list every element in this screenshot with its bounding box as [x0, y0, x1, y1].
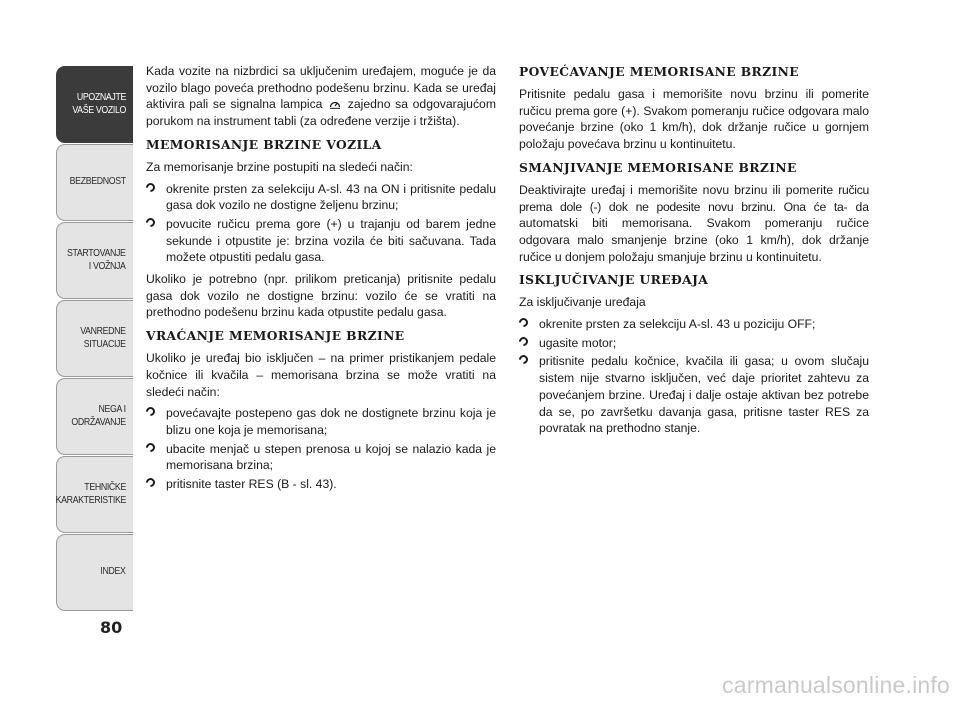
section-heading-iskljucivanje: ISKLJUČIVANJE UREĐAJA [519, 272, 709, 288]
bullet-icon [517, 316, 530, 329]
intro-text-before: Kada vozite na nizbrdici sa uključenim uređajem, moguće je da vozilo blago poveća prethodno podešenu brzinu. Kada se uređaj aktivira pali se signalna lampica [146, 64, 496, 112]
section-lead: Ukoliko je uređaj bio isključen – na primer pristikanjem pedale kočnice ili kvačila – memorisana brzina se može vratiti na sledeći način: [146, 351, 496, 399]
tab-index[interactable] [56, 534, 133, 611]
list-item [146, 476, 496, 493]
section-heading-smanjivanje: SMANJIVANJE MEMORISANE BRZINE [519, 159, 797, 175]
chapter-tabs [56, 66, 133, 612]
list-item [146, 405, 496, 438]
bullet-icon [144, 181, 157, 194]
tab-tehnicke-karakteristike[interactable] [56, 456, 133, 533]
watermark: carmanualsonline.info [722, 672, 950, 698]
bullet-icon [144, 216, 157, 229]
list-item-text: ugasite motor; [539, 335, 617, 350]
bullet-list [146, 405, 496, 493]
list-item [519, 335, 869, 352]
tab-label: STARTOVANJE I VOŽNJA [67, 248, 126, 272]
tab-label: INDEX [100, 566, 126, 578]
tab-upoznajte-vase-vozilo[interactable] [56, 66, 133, 143]
intro-paragraph [146, 63, 496, 130]
section-heading-povecavanje: POVEĆAVANJE MEMORISANE BRZINE [519, 64, 800, 79]
section-text [519, 182, 869, 266]
bullet-icon [144, 405, 157, 418]
list-item-text: okrenite prsten za selekciju A-sl. 43 na ON i pritisnite pedalu gasa dok vozilo ne dostigne željenu brzinu; [166, 181, 496, 213]
list-item-text: povucite ručicu prema gore (+) u trajanju od barem jedne sekunde i otpustite je: brzina vozila će biti sačuvana. Tada možete otpustiti pedalu gasa. [166, 216, 496, 265]
list-item-text: pritisnite taster RES (B - sl. 43). [166, 477, 337, 492]
list-item [146, 181, 496, 214]
bullet-list [519, 316, 869, 437]
tab-label: NEGA I ODRŽAVANJE [71, 404, 126, 428]
list-item [146, 216, 496, 266]
tab-nega-i-odrzavanje[interactable] [56, 378, 133, 455]
list-item-text: okrenite prsten za selekciju A-sl. 43 u poziciju OFF; [539, 317, 816, 332]
bullet-icon [517, 335, 530, 348]
list-item [519, 353, 869, 437]
section-text: Pritisnite pedalu gasa i memorišite novu brzinu ili pomerite ručicu prema gore (+). Svakom pomeranju ručice odgovara malo povećanje brzine (oko 1 km/h), dok držanje ručice u gornjem položaju povećava brzinu u kontinuitetu. [519, 87, 869, 152]
section-lead: Za isključivanje uređaja [519, 295, 646, 310]
tab-label: VANREDNE SITUACIJE [80, 326, 126, 350]
tab-vanredne-situacije[interactable] [56, 300, 133, 377]
list-item-text: povećavajte postepeno gas dok ne dostignete brzinu koja je blizu one koja je memorisana; [166, 406, 496, 437]
tab-bezbednost[interactable] [56, 144, 133, 221]
section-text-rest: da automatski biti memorisana. Svakom pomeranju ručice odgovara malo smanjenje brzine (oko 1 km/h), dok držanje ručice u donjem položaju smanjuje brzinu u kontinuitetu. [519, 199, 869, 264]
page-number: 80 [100, 618, 123, 637]
section-heading-vracanje: VRAĆANJE MEMORISANJE BRZINE [146, 328, 405, 344]
section-note: Ukoliko je potrebno (npr. prilikom preticanja) pritisnite pedalu gasa dok vozilo ne dostigne brzinu: vozilo će se vratiti na prethodno podešenu brzinu kada otpustite pedalu gasa. [146, 272, 496, 320]
left-column [146, 63, 496, 498]
list-item [519, 316, 869, 333]
bullet-list [146, 181, 496, 267]
section-heading-memorisanje: MEMORISANJE BRZINE VOZILA [146, 136, 382, 152]
bullet-icon [144, 441, 157, 454]
intro-text-after: zajedno sa odgovarajućom porukom na instrument tabli (za određene verzije i tržišta). [146, 97, 496, 129]
section-lead: Za memorisanje brzine postupiti na sledeći način: [146, 159, 413, 174]
list-item-text: ubacite menjač u stepen prenosa u kojoj se nalazio kada je memorisana brzina; [166, 441, 496, 473]
section-text-line: Deaktivirajte uređaj i memorišite novu brzinu ili pomerite [519, 182, 834, 197]
tab-label: UPOZNAJTE VAŠE VOZILO [72, 92, 126, 116]
right-column [519, 63, 869, 442]
bullet-icon [144, 476, 157, 489]
speedometer-warning-icon [329, 98, 341, 109]
tab-startovanje-i-voznja[interactable] [56, 222, 133, 299]
tab-label: TEHNIČKE KARAKTERISTIKE [55, 482, 126, 506]
list-item [146, 441, 496, 474]
bullet-icon [517, 354, 530, 367]
tab-label: BEZBEDNOST [69, 176, 126, 188]
list-item-text: pritisnite pedalu kočnice, kvačila ili gasa; u ovom slučaju sistem nije stvarno isključen, već daje prioritet zahtevu za povećanjem brzine. Uređaj i dalje ostaje aktivan bez potrebe da se, po završetku davanja gasa, pritisne taster RES za povratak na prethodno stanje. [539, 354, 869, 436]
section-text-line: ručicu prema dole (-) dok ne podesite novu brzinu. Ona će ta- [519, 182, 869, 214]
